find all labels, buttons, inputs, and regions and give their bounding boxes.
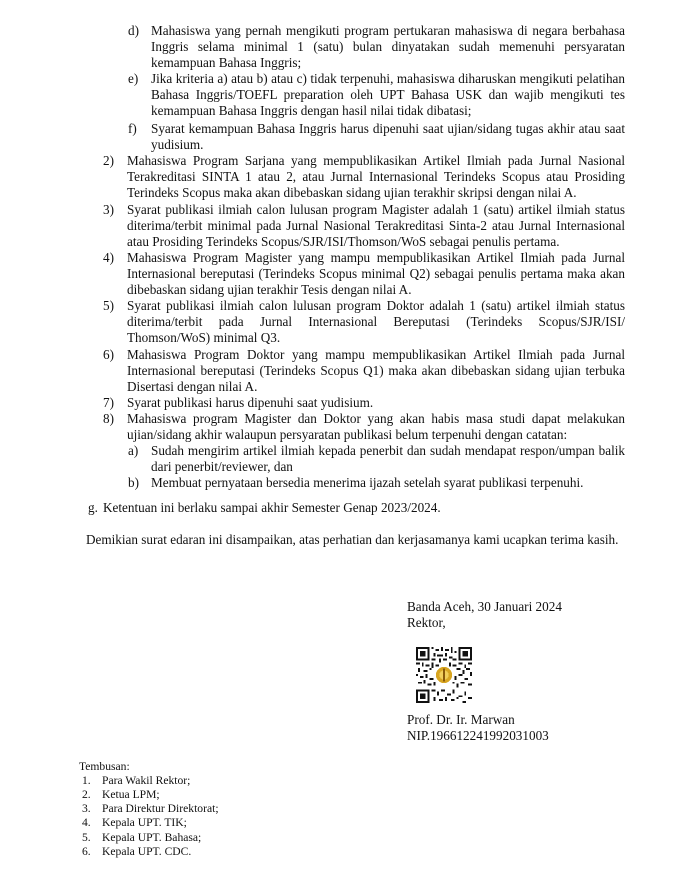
numbered-item-6-marker: 6) xyxy=(103,347,114,362)
signature-nip: NIP.196612241992031003 xyxy=(407,728,549,743)
qr-code-signature-icon xyxy=(416,647,472,703)
sub-item-b-marker: b) xyxy=(128,475,139,490)
sub-item-f-text: Syarat kemampuan Bahasa Inggris harus dipenuhi saat ujian/sidang tugas akhir atau saat yudisium. xyxy=(151,121,625,152)
sub-item-f-marker: f) xyxy=(128,121,137,136)
point-g-marker: g. xyxy=(88,500,98,515)
tembusan-item-4-text: Kepala UPT. TIK; xyxy=(102,816,187,829)
signature-name: Prof. Dr. Ir. Marwan xyxy=(407,712,515,727)
tembusan-item-3-marker: 3. xyxy=(82,802,91,815)
numbered-item-4-marker: 4) xyxy=(103,250,114,265)
tembusan-item-2-marker: 2. xyxy=(82,788,91,801)
tembusan-item-4-marker: 4. xyxy=(82,816,91,829)
tembusan-title: Tembusan: xyxy=(79,760,130,773)
sub-item-b-text: Membuat pernyataan bersedia menerima ijazah setelah syarat publikasi terpenuhi. xyxy=(151,475,584,490)
tembusan-item-5-text: Kepala UPT. Bahasa; xyxy=(102,831,202,844)
tembusan-item-1-text: Para Wakil Rektor; xyxy=(102,774,191,787)
sub-item-e-marker: e) xyxy=(128,71,139,86)
numbered-item-2-text: Mahasiswa Program Sarjana yang mempublikasikan Artikel Ilmiah pada Jurnal Nasional Terakreditasi SINTA 1 atau 2, atau Jurnal Internasional Terindeks Scopus atau Prosiding Terindeks Scopus maka akan dibebaskan sidang ujian terakhir skripsi dengan nilai A. xyxy=(127,153,625,200)
tembusan-item-5-marker: 5. xyxy=(82,831,91,844)
numbered-item-4-text: Mahasiswa Program Magister yang mampu mempublikasikan Artikel Ilmiah pada Jurnal Internasional bereputasi (Terindeks Scopus minimal Q2) sebagai penulis pertama maka akan dibebaskan sidang ujian terakhir Tesis dengan nilai A. xyxy=(127,250,625,297)
numbered-item-6-text: Mahasiswa Program Doktor yang mampu mempublikasikan Artikel Ilmiah pada Jurnal Internasional bereputasi (Terindeks Scopus Q1) maka akan dibebaskan sidang ujian terbuka Disertasi dengan nilai A. xyxy=(127,347,625,394)
tembusan-item-1-marker: 1. xyxy=(82,774,91,787)
numbered-item-3-marker: 3) xyxy=(103,202,114,217)
sub-item-e-text: Jika kriteria a) atau b) atau c) tidak terpenuhi, mahasiswa diharuskan mengikuti pelatihan Bahasa Inggris/TOEFL preparation oleh UPT Bahasa USK dan wajib mengikuti tes kemampuan Bahasa Inggris dengan hasil nilai tidak dibatasi; xyxy=(151,71,625,118)
numbered-item-5-marker: 5) xyxy=(103,298,114,313)
closing-paragraph: Demikian surat edaran ini disampaikan, atas perhatian dan kerjasamanya kami ucapkan terima kasih. xyxy=(86,532,619,547)
tembusan-item-3-text: Para Direktur Direktorat; xyxy=(102,802,219,815)
point-g-text: Ketentuan ini berlaku sampai akhir Semester Genap 2023/2024. xyxy=(103,500,441,515)
sub-item-d-text: Mahasiswa yang pernah mengikuti program pertukaran mahasiswa di negara berbahasa Inggris selama minimal 1 (satu) bulan dinyatakan sudah memenuhi persyaratan kemampuan Bahasa Inggris; xyxy=(151,23,625,70)
numbered-item-2-marker: 2) xyxy=(103,153,114,168)
numbered-item-8-marker: 8) xyxy=(103,411,114,426)
sub-item-a-marker: a) xyxy=(128,443,139,458)
sub-item-d-marker: d) xyxy=(128,23,139,38)
numbered-item-8-text: Mahasiswa program Magister dan Doktor yang akan habis masa studi dapat melakukan ujian/sidang akhir walaupun persyaratan publikasi belum terpenuhi dengan catatan: xyxy=(127,411,625,442)
numbered-item-7-text: Syarat publikasi harus dipenuhi saat yudisium. xyxy=(127,395,374,410)
sub-item-a-text: Sudah mengirim artikel ilmiah kepada penerbit dan sudah mendapat respon/umpan balik dari penerbit/reviewer, dan xyxy=(151,443,625,474)
tembusan-item-6-text: Kepala UPT. CDC. xyxy=(102,845,192,858)
tembusan-item-2-text: Ketua LPM; xyxy=(102,788,160,801)
numbered-item-3-text: Syarat publikasi ilmiah calon lulusan program Magister adalah 1 (satu) artikel ilmiah status diterima/terbit minimal pada Jurnal Nasional Terakreditasi Sinta-2 atau Jurnal Internasional atau Prosiding Terindeks Scopus/SJR/ISI/Thomson/WoS sebagai penulis pertama. xyxy=(127,202,625,249)
tembusan-item-6-marker: 6. xyxy=(82,845,91,858)
signature-position: Rektor, xyxy=(407,615,446,630)
signature-place-date: Banda Aceh, 30 Januari 2024 xyxy=(407,599,562,614)
numbered-item-5-text: Syarat publikasi ilmiah calon lulusan program Doktor adalah 1 (satu) artikel ilmiah status diterima/terbit pada Jurnal Internasional Bereputasi (Terindeks Scopus/SJR/ISI/ Thomson/WoS) minimal Q3. xyxy=(127,298,625,345)
numbered-item-7-marker: 7) xyxy=(103,395,114,410)
